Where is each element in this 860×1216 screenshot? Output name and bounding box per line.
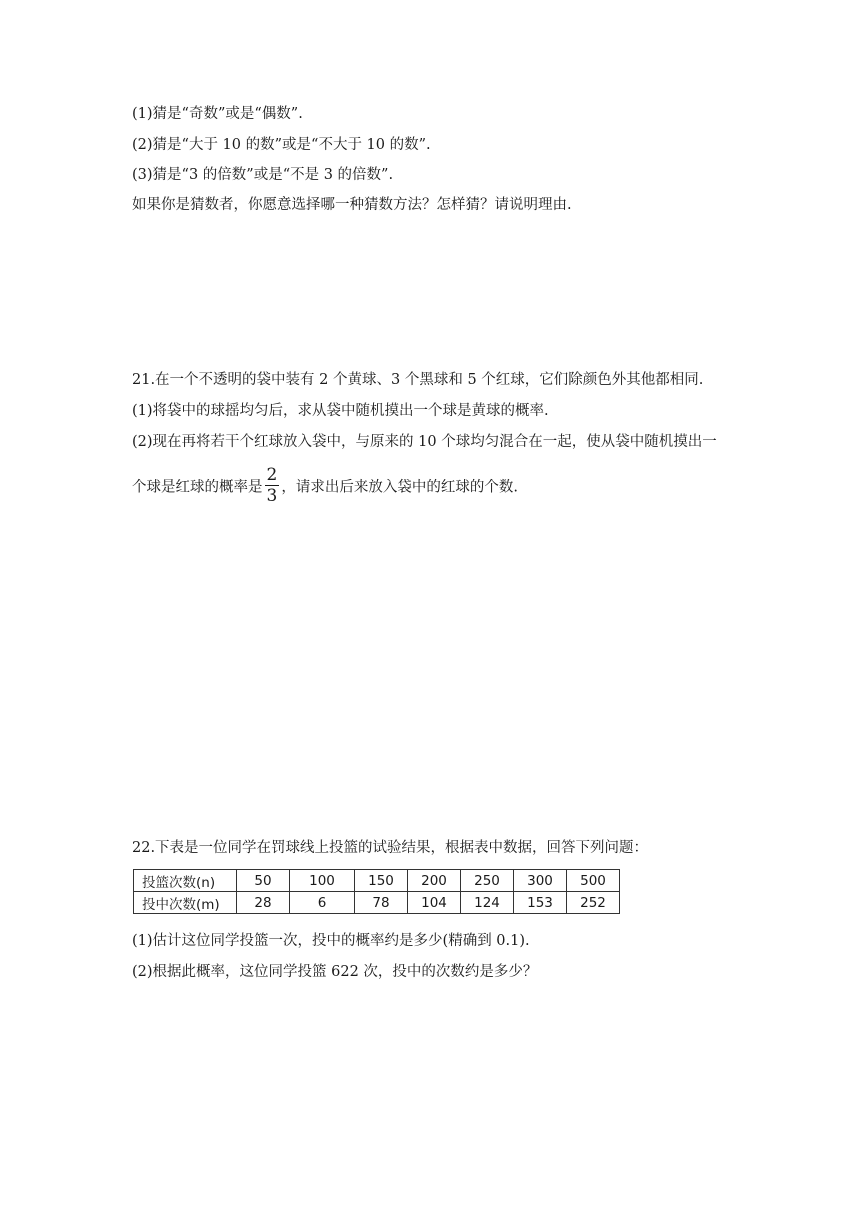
table-cell: 104 [408, 892, 461, 914]
q21-stem: 21.在一个不透明的袋中装有 2 个黄球、3 个黑球和 5 个红球，它们除颜色外其他都相同. [132, 372, 704, 388]
q21-part-2-text-before: 个球是红球的概率是 [132, 479, 263, 496]
q22-stem: 22.下表是一位同学在罚球线上投篮的试验结果，根据表中数据，回答下列问题： [132, 840, 649, 856]
table-cell: 153 [514, 892, 567, 914]
table-cell: 28 [237, 892, 290, 914]
table-cell: 100 [290, 870, 355, 892]
q22-part-1: (1)估计这位同学投篮一次，投中的概率约是多少(精确到 0.1). [132, 933, 530, 949]
fraction-two-thirds [265, 466, 280, 505]
q20-question: 如果你是猜数者，你愿意选择哪一种猜数方法？怎样猜？请说明理由. [132, 197, 572, 213]
table-cell: 78 [355, 892, 408, 914]
shooting-results-table [133, 869, 620, 914]
q21-part-2-line-2 [132, 465, 518, 507]
table-row [134, 892, 620, 914]
table-cell: 500 [567, 870, 620, 892]
fraction-numerator: 2 [266, 465, 278, 485]
q22-part-2: (2)根据此概率，这位同学投篮 622 次，投中的次数约是多少？ [132, 964, 538, 980]
table-row [134, 870, 620, 892]
q21-part-2-text-after: ，请求出后来放入袋中的红球的个数. [281, 479, 518, 496]
table-cell: 300 [514, 870, 567, 892]
row-header-attempts: 投篮次数(n) [134, 870, 237, 892]
table-cell: 252 [567, 892, 620, 914]
table-cell: 124 [461, 892, 514, 914]
table-cell: 150 [355, 870, 408, 892]
row-header-hits: 投中次数(m) [134, 892, 237, 914]
table-cell: 50 [237, 870, 290, 892]
table-cell: 6 [290, 892, 355, 914]
q21-part-2-line-1: (2)现在再将若干个红球放入袋中，与原来的 10 个球均匀混合在一起，使从袋中随机摸出一 [132, 434, 717, 450]
q21-part-1: (1)将袋中的球摇均匀后，求从袋中随机摸出一个球是黄球的概率. [132, 403, 549, 419]
table-cell: 200 [408, 870, 461, 892]
table-cell: 250 [461, 870, 514, 892]
q20-option-3: (3)猜是“3 的倍数”或是“不是 3 的倍数”. [132, 167, 394, 183]
q20-option-2: (2)猜是“大于 10 的数”或是“不大于 10 的数”. [132, 137, 431, 153]
q20-option-1: (1)猜是“奇数”或是“偶数”. [132, 106, 303, 122]
fraction-denominator: 3 [266, 486, 278, 506]
